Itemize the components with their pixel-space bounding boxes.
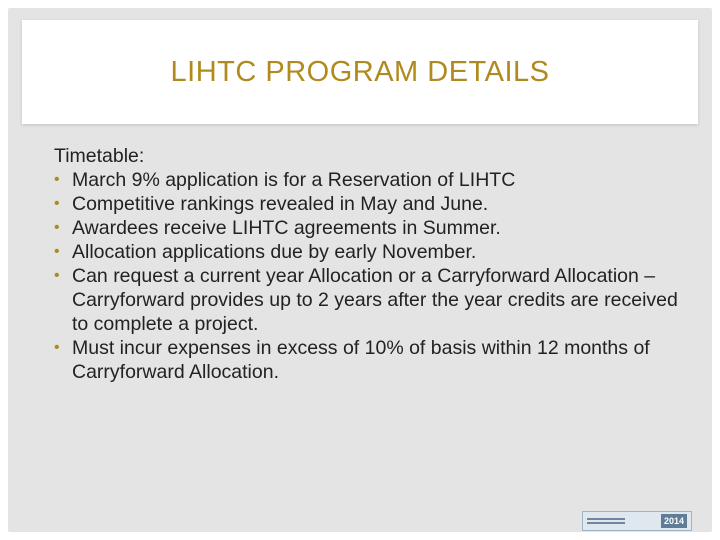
list-item (54, 336, 694, 384)
list-item-text: Competitive rankings revealed in May and June. (72, 193, 489, 215)
slide (8, 8, 712, 532)
list-item (54, 240, 694, 264)
slide-content (54, 144, 694, 384)
bullet-icon: • (54, 171, 60, 188)
logo-year: 2014 (661, 514, 687, 528)
list-item-text: Must incur expenses in excess of 10% of basis within 12 months of Carryforward Allocation. (72, 337, 650, 383)
timetable-label: Timetable: (54, 145, 145, 167)
slide-title: LIHTC PROGRAM DETAILS (170, 55, 550, 88)
bullet-list (54, 168, 694, 384)
bullet-icon: • (54, 195, 60, 212)
list-item (54, 264, 694, 336)
list-item-text: Allocation applications due by early November. (72, 241, 477, 263)
bullet-icon: • (54, 339, 60, 356)
bullet-icon: • (54, 243, 60, 260)
title-box (22, 20, 698, 124)
bullet-icon: • (54, 267, 60, 284)
list-item (54, 168, 694, 192)
list-item-text: Can request a current year Allocation or a Carryforward Allocation – Carryforward provides up to 2 years after the year credits are received to complete a project. (72, 265, 678, 335)
conference-logo (582, 511, 692, 531)
bullet-icon: • (54, 219, 60, 236)
list-item-text: March 9% application is for a Reservation of LIHTC (72, 169, 516, 191)
list-item-text: Awardees receive LIHTC agreements in Summer. (72, 217, 501, 239)
list-item (54, 216, 694, 240)
list-item (54, 192, 694, 216)
logo-text-lines (587, 518, 625, 524)
